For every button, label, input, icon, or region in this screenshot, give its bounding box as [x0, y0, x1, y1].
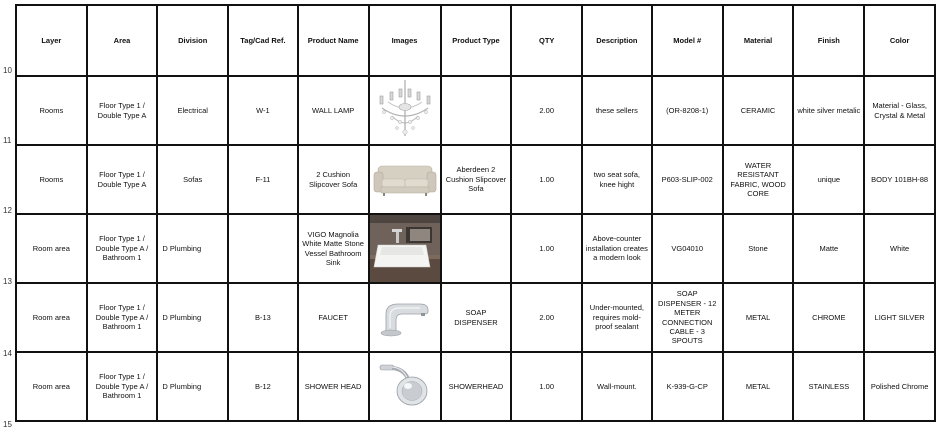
- color-cell[interactable]: White: [864, 214, 935, 283]
- model-cell[interactable]: P603-SLIP-002: [652, 145, 723, 214]
- qty-cell[interactable]: 1.00: [511, 145, 582, 214]
- column-header[interactable]: Material: [723, 5, 794, 76]
- product-type-cell[interactable]: [441, 214, 512, 283]
- row-number-15[interactable]: 15: [3, 420, 12, 429]
- division-cell[interactable]: Electrical: [157, 76, 228, 145]
- model-cell[interactable]: VG04010: [652, 214, 723, 283]
- qty-cell[interactable]: 2.00: [511, 76, 582, 145]
- finish-cell[interactable]: STAINLESS: [793, 352, 864, 421]
- layer-cell[interactable]: Rooms: [16, 76, 87, 145]
- header-row: [16, 5, 935, 76]
- layer-cell[interactable]: Room area: [16, 283, 87, 352]
- tag-cell[interactable]: B-12: [228, 352, 298, 421]
- sink-image: [370, 215, 440, 282]
- description-cell[interactable]: these sellers: [582, 76, 652, 145]
- product-name-cell[interactable]: VIGO Magnolia White Matte Stone Vessel Bathroom Sink: [298, 214, 369, 283]
- area-cell[interactable]: Floor Type 1 / Double Type A: [87, 76, 158, 145]
- column-header[interactable]: QTY: [511, 5, 582, 76]
- area-cell[interactable]: Floor Type 1 / Double Type A / Bathroom 1: [87, 352, 158, 421]
- column-header[interactable]: Layer: [16, 5, 87, 76]
- row-number-13[interactable]: 13: [3, 277, 12, 286]
- faucet-image: [372, 288, 438, 348]
- finish-cell[interactable]: unique: [793, 145, 864, 214]
- color-cell[interactable]: Material - Glass, Crystal & Metal: [864, 76, 935, 145]
- layer-cell[interactable]: Room area: [16, 214, 87, 283]
- division-cell[interactable]: D Plumbing: [157, 214, 228, 283]
- division-cell[interactable]: D Plumbing: [157, 352, 228, 421]
- qty-cell[interactable]: 1.00: [511, 352, 582, 421]
- area-cell[interactable]: Floor Type 1 / Double Type A: [87, 145, 158, 214]
- tag-cell[interactable]: [228, 214, 298, 283]
- image-cell[interactable]: [369, 352, 441, 421]
- row-number-10[interactable]: 10: [3, 66, 12, 75]
- description-cell[interactable]: Under-mounted, requires mold-proof sealant: [582, 283, 652, 352]
- image-cell[interactable]: [369, 214, 441, 283]
- table-row: [16, 214, 935, 283]
- description-cell[interactable]: Wall-mount.: [582, 352, 652, 421]
- column-header[interactable]: Model #: [652, 5, 723, 76]
- division-cell[interactable]: D Plumbing: [157, 283, 228, 352]
- image-cell[interactable]: [369, 283, 441, 352]
- row-number-14[interactable]: 14: [3, 349, 12, 358]
- column-header[interactable]: Tag/Cad Ref.: [228, 5, 298, 76]
- color-cell[interactable]: LIGHT SILVER: [864, 283, 935, 352]
- column-header[interactable]: Color: [864, 5, 935, 76]
- finish-cell[interactable]: Matte: [793, 214, 864, 283]
- table-row: [16, 352, 935, 421]
- schedule-table: [15, 4, 936, 422]
- product-type-cell[interactable]: SHOWERHEAD: [441, 352, 512, 421]
- image-cell[interactable]: [369, 145, 441, 214]
- table-row: [16, 145, 935, 214]
- model-cell[interactable]: SOAP DISPENSER - 12 METER CONNECTION CABLE - 3 SPOUTS: [652, 283, 723, 352]
- qty-cell[interactable]: 1.00: [511, 214, 582, 283]
- material-cell[interactable]: WATER RESISTANT FABRIC, WOOD CORE: [723, 145, 794, 214]
- division-cell[interactable]: Sofas: [157, 145, 228, 214]
- product-name-cell[interactable]: 2 Cushion Slipcover Sofa: [298, 145, 369, 214]
- column-header[interactable]: Product Name: [298, 5, 369, 76]
- layer-cell[interactable]: Rooms: [16, 145, 87, 214]
- description-cell[interactable]: two seat sofa, knee hight: [582, 145, 652, 214]
- table-row: [16, 283, 935, 352]
- image-cell[interactable]: [369, 76, 441, 145]
- product-type-cell[interactable]: SOAP DISPENSER: [441, 283, 512, 352]
- product-type-cell[interactable]: Aberdeen 2 Cushion Slipcover Sofa: [441, 145, 512, 214]
- shower-head-image: [372, 357, 438, 417]
- finish-cell[interactable]: white silver metalic: [793, 76, 864, 145]
- product-type-cell[interactable]: [441, 76, 512, 145]
- material-cell[interactable]: CERAMIC: [723, 76, 794, 145]
- description-cell[interactable]: Above-counter installation creates a modern look: [582, 214, 652, 283]
- color-cell[interactable]: Polished Chrome: [864, 352, 935, 421]
- qty-cell[interactable]: 2.00: [511, 283, 582, 352]
- product-name-cell[interactable]: WALL LAMP: [298, 76, 369, 145]
- product-name-cell[interactable]: FAUCET: [298, 283, 369, 352]
- table-row: [16, 76, 935, 145]
- column-header[interactable]: Product Type: [441, 5, 512, 76]
- column-header[interactable]: Description: [582, 5, 652, 76]
- model-cell[interactable]: (OR-8208-1): [652, 76, 723, 145]
- column-header[interactable]: Area: [87, 5, 158, 76]
- tag-cell[interactable]: B-13: [228, 283, 298, 352]
- material-cell[interactable]: METAL: [723, 283, 794, 352]
- product-name-cell[interactable]: SHOWER HEAD: [298, 352, 369, 421]
- model-cell[interactable]: K-939-G-CP: [652, 352, 723, 421]
- area-cell[interactable]: Floor Type 1 / Double Type A / Bathroom 1: [87, 283, 158, 352]
- color-cell[interactable]: BODY 101BH-88: [864, 145, 935, 214]
- sofa-image: [372, 150, 438, 210]
- area-cell[interactable]: Floor Type 1 / Double Type A / Bathroom 1: [87, 214, 158, 283]
- tag-cell[interactable]: F-11: [228, 145, 298, 214]
- chandelier-image: [372, 81, 438, 141]
- tag-cell[interactable]: W-1: [228, 76, 298, 145]
- material-cell[interactable]: METAL: [723, 352, 794, 421]
- row-number-12[interactable]: 12: [3, 206, 12, 215]
- layer-cell[interactable]: Room area: [16, 352, 87, 421]
- column-header[interactable]: Images: [369, 5, 441, 76]
- column-header[interactable]: Division: [157, 5, 228, 76]
- finish-cell[interactable]: CHROME: [793, 283, 864, 352]
- column-header[interactable]: Finish: [793, 5, 864, 76]
- row-number-11[interactable]: 11: [3, 136, 12, 145]
- material-cell[interactable]: Stone: [723, 214, 794, 283]
